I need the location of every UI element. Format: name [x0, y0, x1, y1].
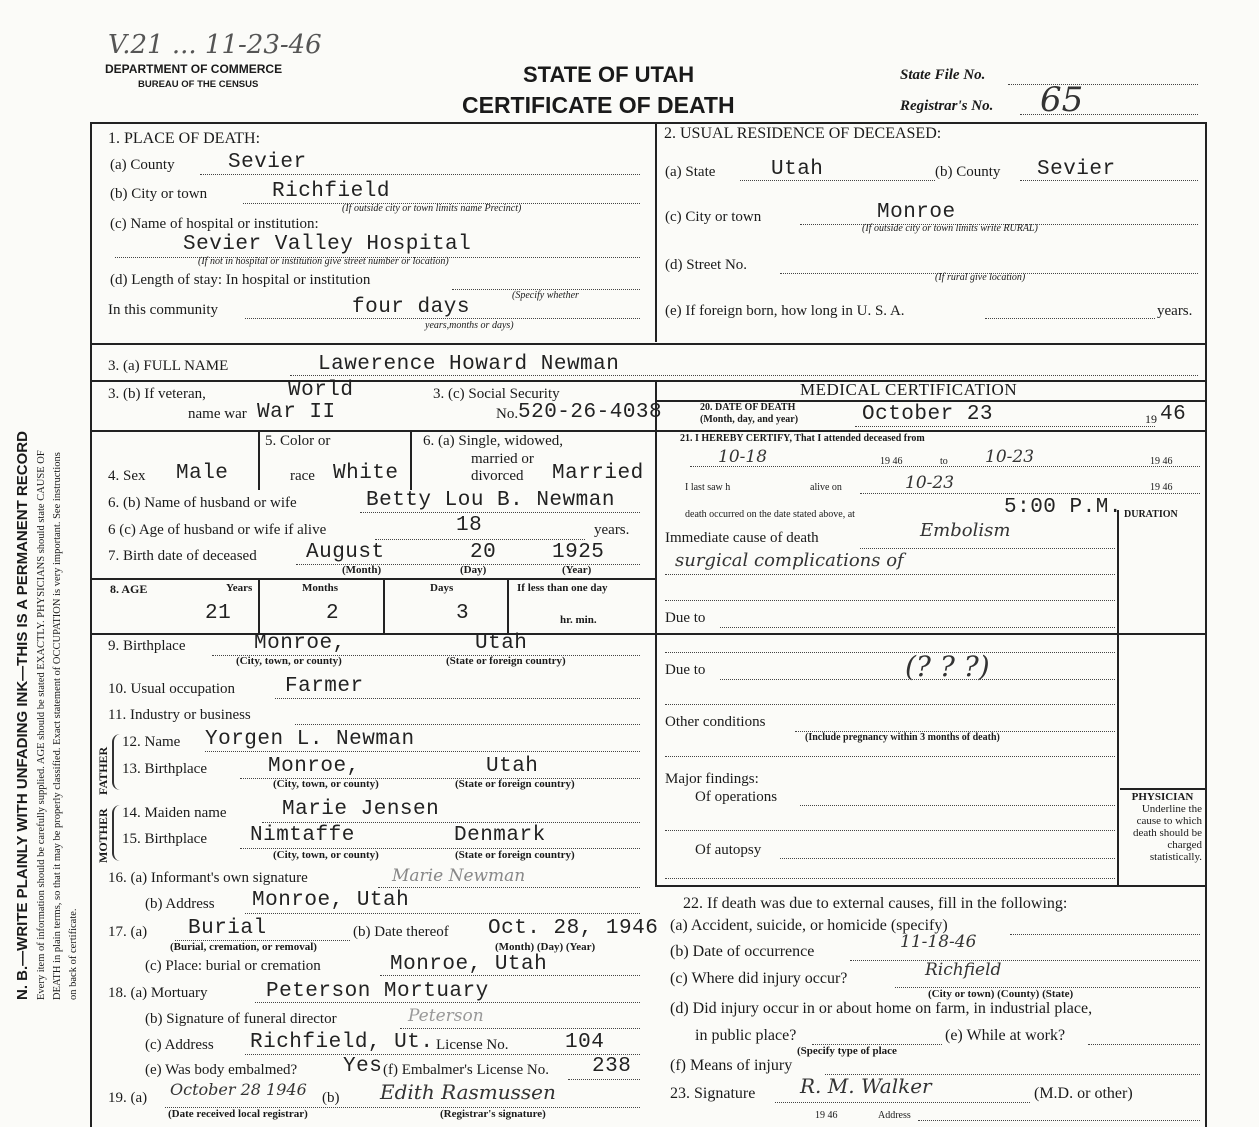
- res-county-label: (b) County: [935, 164, 1001, 180]
- community-length[interactable]: four days: [352, 296, 470, 319]
- informant-address[interactable]: Monroe, Utah: [252, 889, 410, 912]
- public-place-label: in public place?: [695, 1027, 797, 1044]
- birth-month[interactable]: August: [306, 541, 385, 564]
- to-label: to: [940, 456, 948, 467]
- birth-day-note: (Day): [460, 564, 487, 576]
- spouse-name[interactable]: Betty Lou B. Newman: [366, 489, 615, 512]
- spouse-age[interactable]: 18: [456, 514, 483, 537]
- specify-note-2: years,months or days): [425, 320, 514, 331]
- full-name[interactable]: Lawerence Howard Newman: [318, 353, 620, 376]
- age-months-label: Months: [302, 582, 339, 594]
- mortuary-address[interactable]: Richfield, Ut.: [250, 1031, 434, 1054]
- hospital-note: (If not in hospital or institution give street number or location): [198, 256, 449, 267]
- birthplace-city[interactable]: Monroe,: [254, 632, 346, 655]
- funeral-director-signature[interactable]: Peterson: [408, 1006, 484, 1026]
- burial-label: 17. (a): [108, 924, 148, 940]
- burial-place-label: (c) Place: burial or cremation: [145, 958, 321, 974]
- age-less-label: If less than one day: [517, 582, 608, 594]
- occurrence-date[interactable]: 11-18-46: [900, 932, 977, 952]
- embalmed-label: (e) Was body embalmed?: [145, 1062, 298, 1078]
- birthplace-city-note: (City, town, or county): [236, 655, 342, 667]
- occupation-label: 10. Usual occupation: [108, 681, 236, 697]
- occupation[interactable]: Farmer: [285, 675, 364, 698]
- attended-from[interactable]: 10-18: [718, 447, 768, 467]
- mother-birthplace-city[interactable]: Nimtaffe: [250, 824, 355, 847]
- birth-year-note: (Year): [562, 564, 592, 576]
- while-at-work-label: (e) While at work?: [945, 1027, 1066, 1044]
- burial-date-note: (Month) (Day) (Year): [495, 941, 596, 953]
- received-note: (Date received local registrar): [168, 1108, 308, 1120]
- age-days[interactable]: 3: [456, 602, 470, 625]
- veteran-label-2: name war: [188, 406, 247, 422]
- embalmer-license[interactable]: 238: [592, 1055, 632, 1078]
- birthplace-state[interactable]: Utah: [475, 632, 528, 655]
- occurred-label: death occurred on the date stated above, at: [685, 509, 855, 520]
- signature-address-label: Address: [878, 1110, 911, 1121]
- license-no[interactable]: 104: [565, 1031, 605, 1054]
- registrar-note: (Registrar's signature): [440, 1108, 546, 1120]
- registrar-sig-label: (b): [322, 1090, 340, 1106]
- dod-year[interactable]: 46: [1160, 403, 1187, 426]
- last-saw-label: I last saw h: [685, 482, 731, 493]
- birth-day[interactable]: 20: [470, 541, 497, 564]
- father-side-label: FATHER: [96, 746, 110, 795]
- external-causes-label: 22. If death was due to external causes, fill in the following:: [683, 895, 1068, 912]
- occurrence-label: (b) Date of occurrence: [670, 943, 815, 960]
- full-name-label: 3. (a) FULL NAME: [108, 358, 229, 374]
- date-of-death[interactable]: October 23: [862, 403, 994, 426]
- due-to-2-label: Due to: [665, 662, 706, 678]
- duration-label: DURATION: [1124, 509, 1178, 520]
- father-birthplace-label: 13. Birthplace: [122, 761, 207, 777]
- medical-heading: MEDICAL CERTIFICATION: [800, 380, 1018, 399]
- mortuary-name[interactable]: Peterson Mortuary: [266, 980, 489, 1003]
- mother-birthplace-country[interactable]: Denmark: [454, 824, 546, 847]
- burial-note: (Burial, cremation, or removal): [170, 941, 317, 953]
- street-label: (d) Street No.: [665, 257, 748, 273]
- due-to-1-label: Due to: [665, 610, 706, 626]
- age-years-label: Years: [226, 582, 253, 594]
- signature-date-year: 19 46: [815, 1110, 838, 1121]
- father-birthplace-city[interactable]: Monroe,: [268, 755, 360, 778]
- md-label: (M.D. or other): [1034, 1085, 1133, 1102]
- age-label: 8. AGE: [110, 582, 148, 596]
- res-city-note: (If outside city or town limits write RURAL): [862, 223, 1038, 234]
- where-label: (c) Where did injury occur?: [670, 970, 848, 987]
- operations-label: Of operations: [695, 789, 778, 805]
- side-warning: N. B.—WRITE PLAINLY WITH UNFADING INK—THIS IS A PERMANENT RECORD: [14, 431, 31, 1000]
- attended-to[interactable]: 10-23: [985, 447, 1035, 467]
- informant-label: 16. (a) Informant's own signature: [108, 870, 308, 886]
- other-conditions-note: (Include pregnancy within 3 months of death): [805, 732, 1000, 743]
- embalmer-license-label: (f) Embalmer's License No.: [383, 1062, 549, 1078]
- dod-year-prefix: 19: [1145, 412, 1157, 426]
- immediate-cause-2[interactable]: surgical complications of: [675, 550, 904, 571]
- to-year: 19 46: [1150, 456, 1173, 467]
- funeral-director-label: (b) Signature of funeral director: [145, 1011, 337, 1027]
- birth-month-note: (Month): [342, 564, 382, 576]
- place-city[interactable]: Richfield: [272, 180, 390, 203]
- marital-label-2: married or: [471, 451, 534, 467]
- due-to-2[interactable]: (? ? ?): [905, 650, 990, 683]
- war-name-1[interactable]: World: [288, 379, 354, 402]
- mortuary-address-label: (c) Address: [145, 1037, 214, 1053]
- marital-status[interactable]: Married: [552, 462, 644, 485]
- father-state-note: (State or foreign country): [455, 778, 575, 790]
- social-security-number[interactable]: 520-26-4038: [518, 401, 663, 424]
- other-conditions-label: Other conditions: [665, 714, 766, 730]
- registrar-no: 65: [1040, 80, 1084, 120]
- registrar-signature[interactable]: Edith Rasmussen: [380, 1080, 556, 1104]
- received-date[interactable]: October 28 1946: [170, 1080, 307, 1099]
- spouse-label: 6. (b) Name of husband or wife: [108, 495, 297, 511]
- sex[interactable]: Male: [176, 462, 229, 485]
- place-county[interactable]: Sevier: [228, 151, 307, 174]
- hospital-label: (c) Name of hospital or institution:: [110, 216, 319, 232]
- specify-note: (Specify whether: [512, 290, 579, 301]
- res-city-label: (c) City or town: [665, 209, 762, 225]
- father-name-label: 12. Name: [122, 734, 181, 750]
- foreign-label: (e) If foreign born, how long in U. S. A.: [665, 303, 905, 319]
- veteran-label: 3. (b) If veteran,: [108, 386, 206, 402]
- department-label: DEPARTMENT OF COMMERCE: [105, 62, 283, 76]
- state-title: STATE OF UTAH: [523, 62, 695, 87]
- where-note: (City or town) (County) (State): [928, 988, 1074, 1000]
- marital-label: 6. (a) Single, widowed,: [423, 433, 563, 449]
- res-state[interactable]: Utah: [771, 158, 824, 181]
- place-city-label: (b) City or town: [110, 186, 208, 202]
- public-place-note: (Specify type of place: [797, 1045, 897, 1057]
- place-county-label: (a) County: [110, 157, 175, 173]
- age-hrmin-label: hr. min.: [560, 614, 597, 626]
- stay-label: (d) Length of stay: In hospital or institution: [110, 272, 371, 288]
- birth-year[interactable]: 1925: [552, 541, 605, 564]
- residence-heading: 2. USUAL RESIDENCE OF DECEASED:: [664, 125, 942, 142]
- color-label: 5. Color or: [265, 433, 331, 449]
- means-of-injury-label: (f) Means of injury: [670, 1057, 793, 1074]
- from-year: 19 46: [880, 456, 903, 467]
- signature-label: 23. Signature: [670, 1085, 756, 1102]
- ss-no-label: No.: [496, 406, 519, 422]
- ss-label: 3. (c) Social Security: [433, 386, 560, 402]
- last-saw-year: 19 46: [1150, 482, 1173, 493]
- side-instructions-1: Every item of information should be carefully supplied. AGE should be stated EXACTLY. PHYSICIANS should state CAUSE OF: [36, 450, 47, 1000]
- mother-state-note: (State or foreign country): [455, 849, 575, 861]
- received-label: 19. (a): [108, 1090, 148, 1106]
- age-years[interactable]: 21: [205, 602, 232, 625]
- burial-method[interactable]: Burial: [188, 917, 267, 940]
- spouse-age-label: 6 (c) Age of husband or wife if alive: [108, 522, 327, 538]
- res-state-label: (a) State: [665, 164, 716, 180]
- mother-name-label: 14. Maiden name: [122, 805, 227, 821]
- accident-label: (a) Accident, suicide, or homicide (specify): [670, 917, 948, 934]
- physician-box: [1120, 788, 1205, 887]
- mortuary-label: 18. (a) Mortuary: [108, 985, 208, 1001]
- community-label: In this community: [108, 302, 218, 318]
- res-city[interactable]: Monroe: [877, 201, 956, 224]
- state-file-label: State File No.: [900, 67, 986, 83]
- side-instructions-2: DEATH in plain terms, so that it may be properly classified. Exact statement of OCCUPATION is very important. See instructions: [52, 452, 63, 1000]
- age-days-label: Days: [430, 582, 454, 594]
- license-label: License No.: [436, 1037, 509, 1053]
- time-of-death[interactable]: 5:00 P.M.: [1004, 496, 1122, 519]
- where-injury[interactable]: Richfield: [925, 960, 1002, 980]
- home-label: (d) Did injury occur in or about home on farm, in industrial place,: [670, 1000, 1093, 1017]
- mother-side-label: MOTHER: [96, 808, 110, 863]
- physician-heading: PHYSICIAN: [1131, 791, 1194, 803]
- certify-label: 21. I HEREBY CERTIFY, That I attended deceased from: [680, 433, 925, 444]
- race-label: race: [290, 468, 315, 484]
- embalmed[interactable]: Yes: [343, 1055, 383, 1078]
- race[interactable]: White: [333, 462, 399, 485]
- industry-label: 11. Industry or business: [108, 707, 251, 723]
- burial-date-label: (b) Date thereof: [353, 924, 449, 940]
- last-saw-date[interactable]: 10-23: [905, 473, 955, 493]
- war-name-2[interactable]: War II: [257, 401, 336, 424]
- father-city-note: (City, town, or county): [273, 778, 379, 790]
- mother-birthplace-label: 15. Birthplace: [122, 831, 207, 847]
- bureau-label: BUREAU OF THE CENSUS: [138, 79, 259, 90]
- burial-date[interactable]: Oct. 28, 1946: [488, 917, 659, 940]
- immediate-cause[interactable]: Embolism: [920, 520, 1011, 541]
- place-heading: 1. PLACE OF DEATH:: [108, 130, 261, 147]
- sex-label: 4. Sex: [108, 468, 146, 484]
- marital-label-3: divorced: [471, 468, 524, 484]
- immediate-cause-label: Immediate cause of death: [665, 530, 819, 546]
- autopsy-label: Of autopsy: [695, 842, 762, 858]
- place-city-note: (If outside city or town limits name Precinct): [342, 203, 522, 214]
- informant-address-label: (b) Address: [145, 896, 215, 912]
- header-stamp: V.21 ... 11-23-46: [108, 30, 322, 60]
- hospital-name[interactable]: Sevier Valley Hospital: [183, 233, 472, 256]
- birthplace-label: 9. Birthplace: [108, 638, 186, 654]
- street-note: (If rural give location): [935, 272, 1026, 283]
- mother-city-note: (City, town, or county): [273, 849, 379, 861]
- certificate-title: CERTIFICATE OF DEATH: [462, 92, 735, 118]
- birth-date-label: 7. Birth date of deceased: [108, 548, 257, 564]
- father-birthplace-state[interactable]: Utah: [486, 755, 539, 778]
- birthplace-state-note: (State or foreign country): [446, 655, 566, 667]
- dod-note: (Month, day, and year): [700, 414, 799, 425]
- physician-signature[interactable]: R. M. Walker: [800, 1074, 932, 1098]
- alive-on-label: alive on: [810, 482, 842, 493]
- dod-label: 20. DATE OF DEATH: [700, 402, 796, 413]
- res-county[interactable]: Sevier: [1037, 158, 1116, 181]
- mother-maiden-name[interactable]: Marie Jensen: [282, 798, 440, 821]
- burial-place[interactable]: Monroe, Utah: [390, 953, 548, 976]
- informant-signature[interactable]: Marie Newman: [392, 866, 526, 886]
- father-name[interactable]: Yorgen L. Newman: [205, 728, 415, 751]
- registrar-no-label: Registrar's No.: [900, 98, 994, 114]
- age-months[interactable]: 2: [326, 602, 340, 625]
- physician-note: Underline the cause to which death should be charged statistically.: [1132, 803, 1202, 863]
- major-findings-label: Major findings:: [665, 771, 759, 787]
- side-instructions-3: on back of certificate.: [68, 908, 79, 1000]
- spouse-age-years: years.: [594, 522, 630, 538]
- foreign-years: years.: [1157, 303, 1193, 319]
